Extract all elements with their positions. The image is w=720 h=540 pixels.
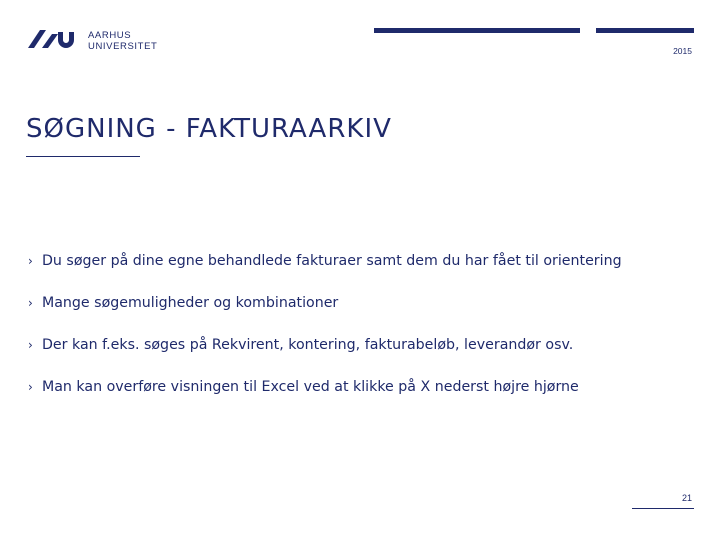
bullet-item	[28, 336, 708, 354]
bullet-text: Man kan overføre visningen til Excel ved at klikke på X nederst højre hjørne	[42, 379, 579, 395]
aarhus-university-logo	[26, 26, 78, 52]
bullet-list	[28, 252, 708, 420]
bullet-text: Der kan f.eks. søges på Rekvirent, kontering, fakturabeløb, leverandør osv.	[42, 337, 574, 353]
header-bar-left	[374, 28, 580, 33]
logo-wordmark	[88, 30, 157, 52]
bullet-text: Du søger på dine egne behandlede fakturaer samt dem du har fået til orientering	[42, 253, 622, 269]
header-year: 2015	[673, 46, 692, 56]
chevron-right-icon: ›	[28, 380, 33, 394]
slide-title: SØGNING - FAKTURAARKIV	[26, 114, 392, 144]
bullet-item	[28, 294, 708, 312]
page-number: 21	[681, 493, 692, 503]
bullet-item	[28, 252, 708, 270]
chevron-right-icon: ›	[28, 296, 33, 310]
logo-line-aarhus: AARHUS	[88, 30, 132, 41]
chevron-right-icon: ›	[28, 254, 33, 268]
logo-line-universitet: UNIVERSITET	[88, 41, 158, 52]
header-bar-right	[596, 28, 694, 33]
chevron-right-icon: ›	[28, 338, 33, 352]
bullet-item	[28, 378, 708, 396]
bullet-text: Mange søgemuligheder og kombinationer	[42, 295, 339, 311]
page-number-underline	[632, 508, 694, 509]
title-underline	[26, 156, 140, 157]
